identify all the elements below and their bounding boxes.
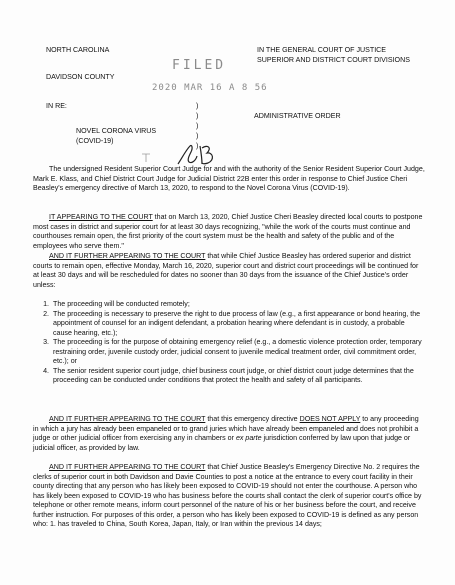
caption-bracket: ) — [196, 112, 199, 120]
list-number: 2. — [43, 309, 49, 318]
paragraph-lead: AND IT FURTHER APPEARING TO THE COURT — [49, 252, 206, 260]
list-text: The proceeding will be conducted remotely; — [53, 300, 190, 308]
paragraph-text: jurisdiction conferred by law upon that judge or judicial officer, as provided by law. — [33, 434, 411, 452]
list-item — [33, 300, 425, 310]
list-item — [33, 310, 425, 339]
list-number: 1. — [43, 300, 49, 308]
paragraph-text: that on March 13, 2020, Chief Justice Cheri Beasley directed local courts to postpone most cases in district and superior court for at least 30 days recognizing, "while the work of the courts must continue and courthouses remain open, the first priority of the court system must be the health and safety of the public and of the employees who serve them." — [33, 213, 423, 250]
paragraph-lead: AND IT FURTHER APPEARING TO THE COURT — [49, 463, 206, 471]
caption-bracket: ) — [196, 122, 199, 130]
paragraph-appearing-2 — [33, 252, 425, 290]
list-number: 4. — [43, 366, 49, 375]
court-heading-line1: IN THE GENERAL COURT OF JUSTICE — [257, 46, 387, 54]
matter-title-line2: (COVID-19) — [76, 137, 114, 145]
stamp-mark — [140, 150, 170, 164]
emphasis-does-not-apply: DOES NOT APPLY — [299, 415, 361, 423]
in-re-label: IN RE: — [46, 102, 67, 110]
list-number: 3. — [43, 338, 49, 347]
court-heading-line2: SUPERIOR AND DISTRICT COURT DIVISIONS — [257, 56, 410, 64]
conditions-list — [33, 300, 425, 386]
caption-bracket: ) — [196, 132, 199, 140]
paragraph-intro: The undersigned Resident Superior Court Judge for and with the authority of the Senior Resident Superior Court Judge, Mark E. Klass, and Chief District Court Judge for Judicial District 22B enter this order in response to Chief Justice Cheri Beasley's emergency directive of March 13, 2020, to respond to the Novel Corona Virus (COVID-19). — [33, 165, 425, 193]
paragraph-text: that Chief Justice Beasley's Emergency Directive No. 2 requires the clerks of superior court in both Davidson and Davie Counties to post a notice at the entrance to every court facility in their county directing that any person who has likely been exposed to COVID-19 should not enter the courthouse. A person who has likely been exposed to COVID-19 who has business before the courts shall contact the clerk of superior court's office by telephone or other remote means, inform court personnel of the nature of his or her business before the court, and receive further instruction. For purposes of this order, a person who has likely been exposed to COVID-19 is defined as any person who: 1. has traveled to China, South Korea, Japan, Italy, or Iran within the previous 14 days; — [33, 463, 422, 529]
list-item — [33, 338, 425, 367]
matter-title-line1: NOVEL CORONA VIRUS — [76, 127, 157, 135]
order-title: ADMINISTRATIVE ORDER — [254, 112, 341, 120]
caption-bracket: ) — [196, 142, 199, 150]
filed-date-stamp: 2020 MAR 16 A 8 56 — [152, 83, 268, 93]
paragraph-appearing-3 — [33, 415, 425, 453]
list-text: The proceeding is necessary to preserve the right to due process of law (e.g., a first appearance or bond hearing, the appointment of counsel for an indigent defendant, a probation hearing where defendant is in custody, a probable cause hearing, etc.); — [53, 309, 421, 337]
paragraph-appearing-1 — [33, 213, 425, 251]
list-text: The proceeding is for the purpose of obtaining emergency relief (e.g., a domestic violence protection order, temporary restraining order, juvenile custody order, judicial consent to juvenile medical treatment order, civil commitment order, etc.); or — [53, 338, 422, 366]
list-item — [33, 367, 425, 386]
paragraph-text: that this emergency directive — [205, 415, 300, 423]
paragraph-text: that while Chief Justice Beasley has ordered superior and district courts to remain open, effective Monday, March 16, 2020, superior court and district court proceedings will be continued for at least 30 days and will be rescheduled for dates no sooner than 30 days from the issuance of the Chief Justice's order unless: — [33, 252, 419, 289]
paragraph-lead: AND IT FURTHER APPEARING TO THE COURT — [49, 415, 206, 423]
paragraph-appearing-4 — [33, 463, 425, 530]
filed-stamp: FILED — [172, 58, 227, 73]
list-text: The senior resident superior court judge, chief business court judge, or chief district court judge determines that the proceeding can be conducted under conditions that protect the health and safety of all participants. — [53, 366, 414, 385]
county-heading: DAVIDSON COUNTY — [46, 73, 115, 81]
emphasis-ex-parte: ex parte — [235, 434, 262, 443]
paragraph-text: to any proceeding in which a jury has already been empaneled or to grand juries which have already been empaneled and does not prohibit a judge or other judicial officer from exercising any in chambers or — [33, 415, 419, 443]
caption-bracket: ) — [196, 102, 199, 110]
state-heading: NORTH CAROLINA — [46, 46, 110, 54]
paragraph-lead: IT APPEARING TO THE COURT — [49, 213, 153, 221]
